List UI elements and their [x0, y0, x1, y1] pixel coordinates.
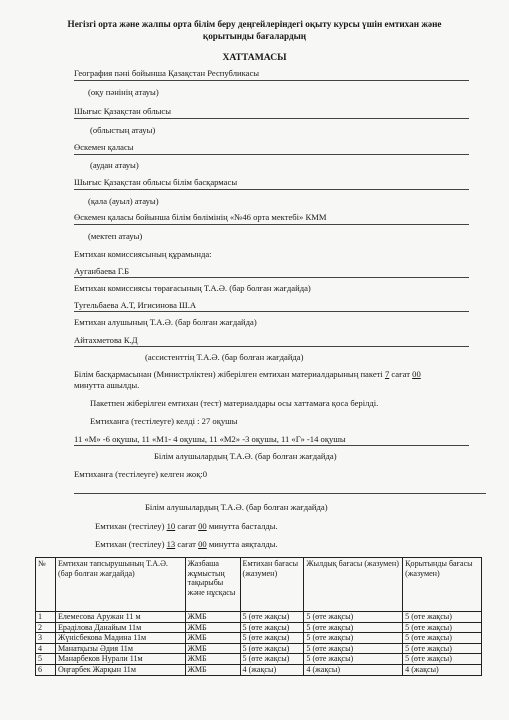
materials-attached-paragraph: Пакетпен жіберілген емтихан (тест) материалдары осы хаттамаға қоса берілді.	[90, 398, 379, 408]
cell-topic: ЖМБ	[185, 612, 240, 623]
class-breakdown-line	[74, 445, 469, 446]
chair-value: Ауганбаева Г.Б	[74, 266, 130, 276]
subject-line	[74, 80, 469, 81]
absent-caption: Білім алушылардың Т.А.Ә. (бар болған жағдайда)	[145, 502, 328, 512]
chair-caption: Емтихан комиссиясы төрағасының Т.А.Ә. (бар болған жағдайда)	[74, 283, 311, 293]
school-line	[74, 224, 469, 225]
cell-exam-grade: 5 (өте жақсы)	[240, 622, 304, 633]
header-exam-grade: Емтихан бағасы (жазумен)	[240, 558, 304, 612]
table-row	[36, 664, 482, 675]
cell-student-name: Манатқызы Әдия 11м	[55, 643, 185, 654]
region-caption: (облыстың атауы)	[90, 125, 156, 135]
header-line-2: қорытынды бағалардың	[202, 31, 307, 41]
school-value: Өскемен қаласы бойынша білім бөлімінің «№46 орта мектебі» КММ	[74, 212, 327, 222]
cell-exam-grade: 5 (өте жақсы)	[240, 633, 304, 644]
cell-final-grade: 5 (өте жақсы)	[403, 643, 482, 654]
members-value: Тугельбаева А.Т, Игисинова Ш.А	[74, 300, 197, 310]
cell-exam-grade: 5 (өте жақсы)	[240, 612, 304, 623]
table-row	[36, 643, 482, 654]
exam-start: Емтихан (тестілеу) 10 сағат 00 минутта басталды.	[95, 521, 278, 531]
package-opened-paragraph-end: минутта ашылды.	[74, 380, 140, 390]
cell-final-grade: 5 (өте жақсы)	[403, 622, 482, 633]
members-caption: Емтихан алушының Т.А.Ә. (бар болған жағдайда)	[74, 317, 257, 327]
header-topic: Жазбаша жұмыстың тақырыбы және нұсқасы	[185, 558, 240, 612]
cell-student-name: Елемесова Аружан 11 м	[55, 612, 185, 623]
commission-intro: Емтихан комиссиясының құрамында:	[74, 249, 212, 259]
header-final-grade: Қорытынды бағасы (жазумен)	[403, 558, 482, 612]
package-hour: 7	[384, 369, 390, 379]
cell-annual-grade: 5 (өте жақсы)	[304, 643, 403, 654]
header-student-name: Емтихан тапсырушының Т.А.Ә. (бар болған жағдайда)	[55, 558, 185, 612]
absent-line	[74, 493, 486, 494]
results-header-row	[36, 558, 482, 612]
cell-annual-grade: 4 (жақсы)	[304, 664, 403, 675]
class-breakdown: 11 «М» -6 оқушы, 11 «М1- 4 оқушы, 11 «М2» -3 оқушы, 11 «Г» -14 оқушы	[74, 434, 346, 444]
members-line	[74, 311, 469, 312]
cell-student-name: Манарбеков Нурали 11м	[55, 654, 185, 665]
assistant-value: Айтахметова К.Д	[74, 335, 138, 345]
assistant-line	[74, 346, 469, 347]
subject-value: География пәні бойынша Қазақстан Республикасы	[74, 68, 260, 78]
end-minute: 00	[198, 539, 207, 549]
table-row	[36, 612, 482, 623]
cell-annual-grade: 5 (өте жақсы)	[304, 622, 403, 633]
cell-annual-grade: 5 (өте жақсы)	[304, 654, 403, 665]
cell-exam-grade: 5 (өте жақсы)	[240, 654, 304, 665]
cell-topic: ЖМБ	[185, 664, 240, 675]
district-caption: (аудан атауы)	[90, 160, 139, 170]
cell-student-name: Жүнісбекова Мадина 11м	[55, 633, 185, 644]
cell-final-grade: 4 (жақсы)	[403, 664, 482, 675]
cell-topic: ЖМБ	[185, 622, 240, 633]
cell-topic: ЖМБ	[185, 633, 240, 644]
start-minute: 00	[198, 521, 207, 531]
cell-number: 4	[36, 643, 56, 654]
cell-student-name: Оңғарбек Жарқын 11м	[55, 664, 185, 675]
attendance-count: Емтиханға (тестілеуге) келді : 27 оқушы	[90, 416, 238, 426]
cell-number: 3	[36, 633, 56, 644]
cell-exam-grade: 5 (өте жақсы)	[240, 643, 304, 654]
cell-topic: ЖМБ	[185, 654, 240, 665]
school-caption: (мектеп атауы)	[88, 231, 143, 241]
cell-final-grade: 5 (өте жақсы)	[403, 633, 482, 644]
table-row	[36, 622, 482, 633]
cell-number: 5	[36, 654, 56, 665]
region-value: Шығыс Қазақстан облысы	[74, 106, 171, 116]
cell-number: 2	[36, 622, 56, 633]
subject-caption: (оқу пәнінің атауы)	[88, 87, 159, 97]
cell-annual-grade: 5 (өте жақсы)	[304, 612, 403, 623]
exam-end: Емтихан (тестілеу) 13 сағат 00 минутта аяқталды.	[95, 539, 278, 549]
cell-annual-grade: 5 (өте жақсы)	[304, 633, 403, 644]
package-minute: 00	[412, 369, 421, 379]
city-caption: (қала (ауыл) атауы)	[88, 196, 159, 206]
cell-final-grade: 5 (өте жақсы)	[403, 612, 482, 623]
results-table	[35, 557, 482, 676]
assistant-caption: (ассистенттің Т.А.Ә. (бар болған жағдайда)	[145, 352, 304, 362]
cell-number: 1	[36, 612, 56, 623]
absent-count: Емтиханға (тестілеуге) келген жоқ:0	[74, 469, 208, 479]
cell-number: 6	[36, 664, 56, 675]
city-line	[74, 189, 469, 190]
end-hour: 13	[166, 539, 176, 549]
cell-exam-grade: 4 (жақсы)	[240, 664, 304, 675]
header-line-1: Негізгі орта және жалпы орта білім беру деңгейлеріндегі оқыту курсы үшін емтихан және	[67, 19, 442, 29]
table-row	[36, 654, 482, 665]
package-opened-paragraph: Білім басқармасынан (Министрліктен) жіберілген емтихан материалдарының пакеті 7 сағат 00	[74, 369, 421, 379]
class-breakdown-caption: Білім алушылардың Т.А.Ә. (бар болған жағдайда)	[154, 451, 337, 461]
cell-student-name: Ерәділова Данайым 11м	[55, 622, 185, 633]
district-value: Өскемен қаласы	[74, 142, 134, 152]
cell-final-grade: 5 (өте жақсы)	[403, 654, 482, 665]
cell-topic: ЖМБ	[185, 643, 240, 654]
table-row	[36, 633, 482, 644]
header-annual-grade: Жылдық бағасы (жазумен)	[304, 558, 403, 612]
city-value: Шығыс Қазақстан облысы білім басқармасы	[74, 177, 238, 187]
district-line	[74, 154, 469, 155]
region-line	[74, 118, 469, 119]
chair-line	[74, 277, 469, 278]
start-hour: 10	[166, 521, 176, 531]
document-title: ХАТТАМАСЫ	[222, 52, 287, 63]
header-number: №	[36, 558, 56, 612]
